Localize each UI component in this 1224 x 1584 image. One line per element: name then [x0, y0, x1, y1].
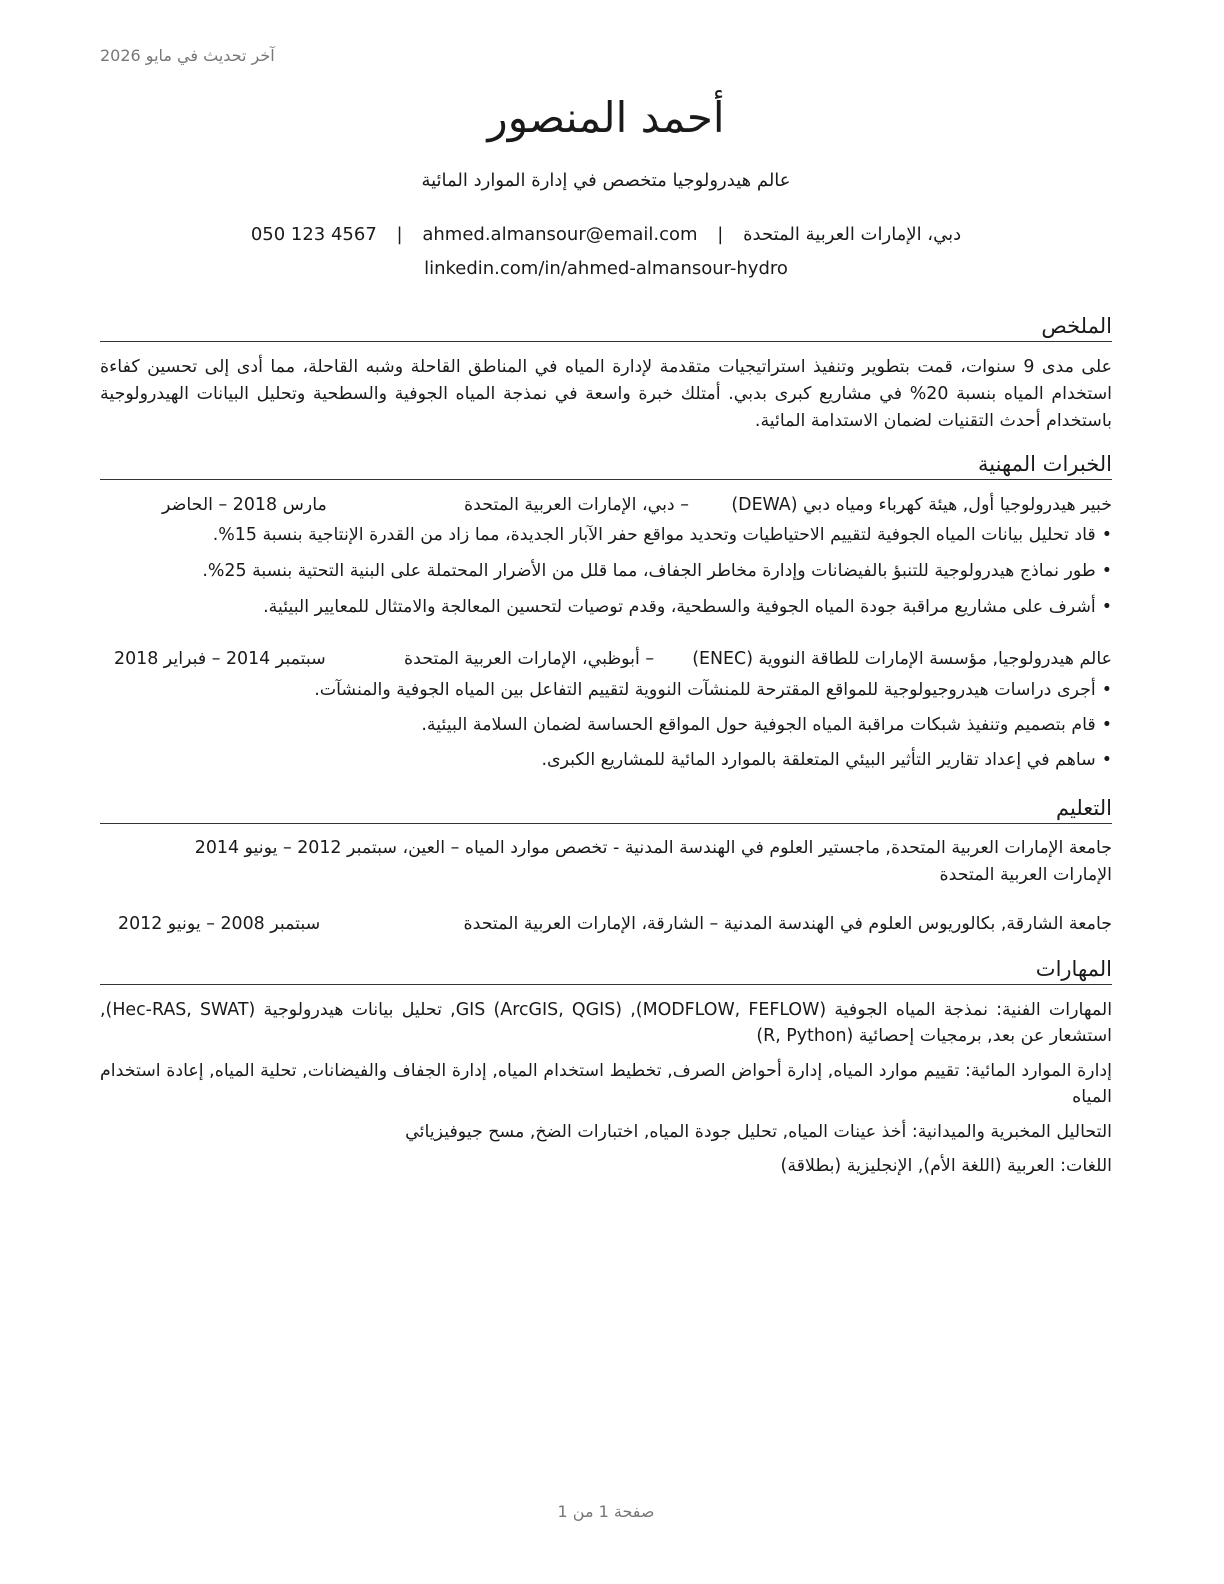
- education-dates: سبتمبر 2008 – يونيو 2012: [118, 914, 321, 934]
- bullet-icon: •: [1101, 597, 1112, 617]
- contact-separator: |: [396, 224, 403, 245]
- bullet-icon: •: [1101, 680, 1112, 700]
- job-header: [100, 492, 1112, 518]
- contact-location: دبي، الإمارات العربية المتحدة: [743, 224, 962, 245]
- skills-line: المهارات الفنية: نمذجة المياه الجوفية (MODFLOW, FEFLOW), GIS (ArcGIS, QGIS), تحليل بيانات هيدرولوجية (Hec-RAS, SWAT), استشعار عن بعد, برمجيات إحصائية (R, Python): [100, 1000, 1113, 1046]
- bullet-icon: •: [1101, 715, 1112, 735]
- bullet-icon: •: [1101, 750, 1112, 770]
- education-item: [100, 835, 1112, 889]
- contact-email[interactable]: ahmed.almansour@email.com: [422, 224, 698, 245]
- bullet-icon: •: [1101, 561, 1112, 581]
- job-bullet: •طور نماذج هيدرولوجية للتنبؤ بالفيضانات وإدارة مخاطر الجفاف، مما قلل من الأضرار المحتملة على البنية التحتية بنسبة 25%.: [202, 561, 1112, 581]
- skills-heading: المهارات: [100, 955, 1112, 985]
- candidate-name: أحمد المنصور: [487, 93, 725, 142]
- resume-page: [100, 0, 1112, 1584]
- job-bullet: •ساهم في إعداد تقارير التأثير البيئي المتعلقة بالموارد المائية للمشاريع الكبرى.: [541, 750, 1112, 770]
- job-role: عالم هيدرولوجيا, مؤسسة الإمارات للطاقة النووية (ENEC): [692, 649, 1112, 669]
- job-bullet: •أشرف على مشاريع مراقبة جودة المياه الجوفية والسطحية، وقدم توصيات لتحسين المعالجة والامتثال للمعايير البيئية.: [263, 597, 1112, 617]
- experience-heading: الخبرات المهنية: [100, 450, 1112, 480]
- education-line: الإمارات العربية المتحدة: [939, 865, 1112, 885]
- headline: عالم هيدرولوجيا متخصص في إدارة الموارد المائية: [421, 170, 791, 191]
- job-bullet: •قام بتصميم وتنفيذ شبكات مراقبة المياه الجوفية حول المواقع الحساسة لضمان السلامة البيئية.: [421, 715, 1112, 735]
- contact-line: [100, 224, 1112, 245]
- contact-separator: |: [717, 224, 724, 245]
- skills-line: اللغات: العربية (اللغة الأم), الإنجليزية (بطلاقة): [780, 1156, 1112, 1176]
- job-dates: سبتمبر 2014 – فبراير 2018: [114, 649, 326, 669]
- summary-heading: الملخص: [100, 312, 1112, 342]
- education-text: جامعة الشارقة, بكالوريوس العلوم في الهندسة المدنية – الشارقة، الإمارات العربية المتحدة: [463, 914, 1112, 934]
- contact-phone: 050 123 4567: [250, 224, 377, 245]
- job-bullet: •أجرى دراسات هيدروجيولوجية للمواقع المقترحة للمنشآت النووية لتقييم التفاعل بين المياه الجوفية والمنشآت.: [314, 680, 1112, 700]
- contact-linkedin[interactable]: linkedin.com/in/ahmed-almansour-hydro: [424, 258, 788, 279]
- skills-line: إدارة الموارد المائية: تقييم موارد المياه, إدارة أحواض الصرف, تخطيط استخدام المياه, إدارة الجفاف والفيضانات, تحلية المياه, إعادة استخدام المياه: [100, 1061, 1112, 1107]
- job-dates: مارس 2018 – الحاضر: [162, 495, 327, 515]
- education-line: جامعة الإمارات العربية المتحدة, ماجستير العلوم في الهندسة المدنية - تخصص موارد المياه – العين، سبتمبر 2012 – يونيو 2014: [194, 838, 1112, 858]
- bullet-icon: •: [1101, 525, 1112, 545]
- summary-text: على مدى 9 سنوات، قمت بتطوير وتنفيذ استراتيجيات متقدمة لإدارة المياه في المناطق القاحلة وشبه القاحلة، مما أدى إلى تحسين كفاءة استخدام المياه بنسبة 20% في مشاريع كبرى بدبي. أمتلك خبرة واسعة في نمذجة المياه الجوفية والسطحية وتحليل البيانات الهيدرولوجية باستخدام أحدث التقنيات لضمان الاستدامة المائية.: [100, 357, 1112, 431]
- last-updated: آخر تحديث في مايو 2026: [100, 46, 275, 65]
- job-location: – أبوظبي، الإمارات العربية المتحدة: [404, 649, 655, 669]
- job-header: [100, 646, 1112, 672]
- job-role: خبير هيدرولوجيا أول, هيئة كهرباء ومياه دبي (DEWA): [731, 495, 1112, 515]
- education-heading: التعليم: [100, 794, 1112, 824]
- education-item: [100, 911, 1112, 937]
- job-bullet: •قاد تحليل بيانات المياه الجوفية لتقييم الاحتياطيات وتحديد مواقع حفر الآبار الجديدة، مما زاد من القدرة الإنتاجية بنسبة 15%.: [212, 525, 1112, 545]
- job-location: – دبي، الإمارات العربية المتحدة: [464, 495, 689, 515]
- page-number: صفحة 1 من 1: [557, 1502, 655, 1521]
- skills-line: التحاليل المخبرية والميدانية: أخذ عينات المياه, تحليل جودة المياه, اختبارات الضخ, مسح جيوفيزيائي: [405, 1122, 1112, 1142]
